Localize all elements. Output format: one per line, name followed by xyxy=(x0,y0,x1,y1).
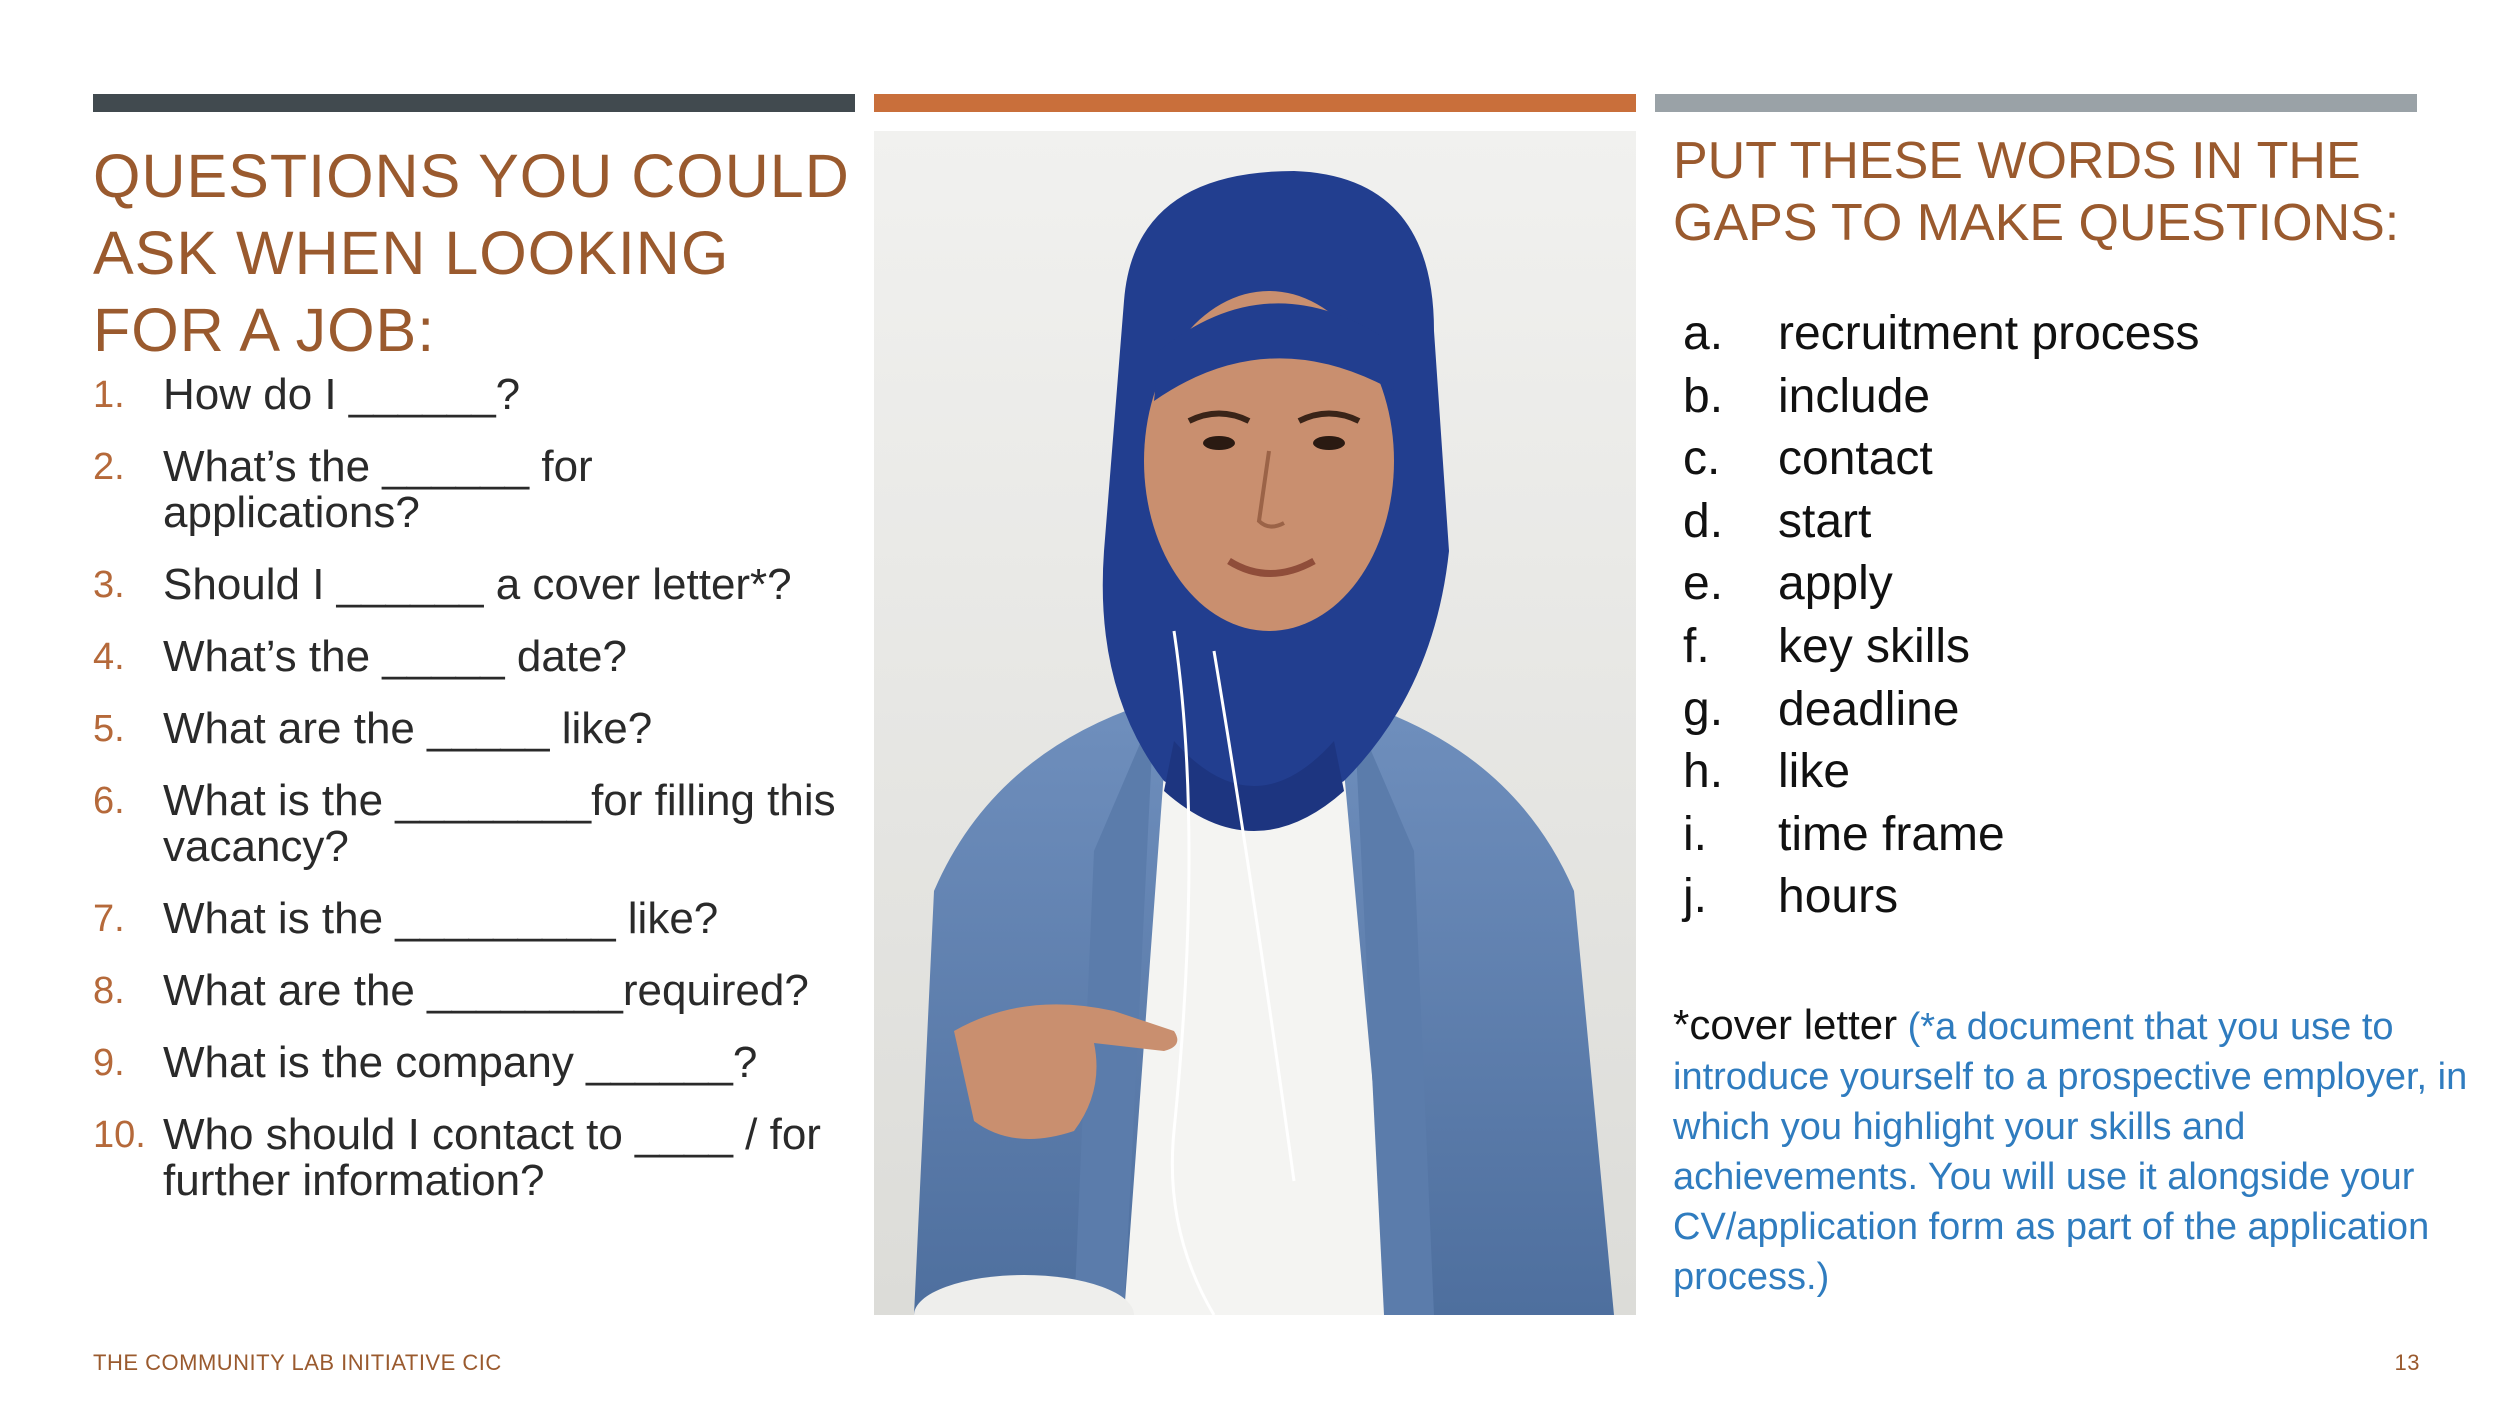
footer-organisation: THE COMMUNITY LAB INITIATIVE CIC xyxy=(93,1350,502,1375)
question-item xyxy=(93,444,853,536)
word-letter: j. xyxy=(1683,870,1707,924)
question-text: Should I ______ a cover letter*? xyxy=(163,560,792,609)
word-item xyxy=(1683,806,2199,869)
question-text: What are the ________required? xyxy=(163,966,809,1015)
word-text: recruitment process xyxy=(1778,307,2200,360)
question-number: 9. xyxy=(93,1042,125,1084)
question-text: What is the company ______? xyxy=(163,1038,758,1087)
word-item xyxy=(1683,430,2199,493)
question-number: 2. xyxy=(93,446,125,488)
question-number: 6. xyxy=(93,780,125,822)
questions-title: QUESTIONS YOU COULD ASK WHEN LOOKING FOR A JOB: xyxy=(93,142,850,364)
words-title: PUT THESE WORDS IN THE GAPS TO MAKE QUESTIONS: xyxy=(1673,132,2400,252)
question-number: 1. xyxy=(93,374,125,416)
note-lead: *cover letter xyxy=(1673,1001,1898,1048)
word-item xyxy=(1683,743,2199,806)
question-number: 8. xyxy=(93,970,125,1012)
question-item xyxy=(93,372,853,418)
word-item xyxy=(1683,368,2199,431)
question-text: What are the _____ like? xyxy=(163,704,653,753)
word-item xyxy=(1683,493,2199,556)
question-item xyxy=(93,778,853,870)
question-number: 4. xyxy=(93,636,125,678)
question-item xyxy=(93,968,853,1014)
question-item xyxy=(93,706,853,752)
word-text: contact xyxy=(1778,432,1933,486)
question-number: 5. xyxy=(93,708,125,750)
word-letter: g. xyxy=(1683,682,1724,736)
question-item xyxy=(93,1112,853,1204)
top-bar-dark xyxy=(93,94,855,112)
questions-list xyxy=(93,372,853,1204)
photo-of-woman-in-blue-hijab-icon xyxy=(874,131,1636,1315)
question-text: What’s the _____ date? xyxy=(163,632,627,681)
word-letter: f. xyxy=(1683,619,1710,673)
note-text: (*a document that you use to introduce yourself to a prospective employer, in which you highlight your skills and achievements. You will use it alongside your CV/application form as part of the application process.) xyxy=(1673,1006,2468,1298)
question-item xyxy=(93,634,853,680)
word-letter: c. xyxy=(1683,432,1721,486)
word-item xyxy=(1683,618,2199,681)
word-letter: h. xyxy=(1683,745,1724,799)
question-number: 7. xyxy=(93,898,125,940)
question-text: Who should I contact to ____ / for further information? xyxy=(163,1110,821,1205)
word-bank-list xyxy=(1683,305,2199,931)
question-text: What is the _________ like? xyxy=(163,894,719,943)
word-text: deadline xyxy=(1778,682,1960,736)
word-item xyxy=(1683,681,2199,744)
word-text: include xyxy=(1778,369,1931,423)
word-text: start xyxy=(1778,494,1872,548)
word-letter: e. xyxy=(1683,557,1724,611)
word-letter: d. xyxy=(1683,494,1724,548)
word-letter: b. xyxy=(1683,369,1724,423)
word-letter: i. xyxy=(1683,807,1707,861)
word-item xyxy=(1683,555,2199,618)
top-bar-grey xyxy=(1655,94,2417,112)
word-text: time frame xyxy=(1778,807,2005,861)
question-text: What is the ________for filling this vacancy? xyxy=(163,776,836,871)
question-item xyxy=(93,562,853,608)
word-text: key skills xyxy=(1778,619,1971,673)
question-item xyxy=(93,896,853,942)
question-text: What’s the ______ for applications? xyxy=(163,442,593,537)
photo-woman-in-hijab xyxy=(874,131,1636,1315)
cover-letter-note xyxy=(1673,1000,2473,1302)
page-number: 13 xyxy=(2394,1350,2420,1375)
word-letter: a. xyxy=(1683,307,1724,360)
word-text: apply xyxy=(1778,557,1893,611)
question-text: How do I ______? xyxy=(163,370,521,419)
top-bar-orange xyxy=(874,94,1636,112)
question-number: 3. xyxy=(93,564,125,606)
word-text: hours xyxy=(1778,870,1899,924)
question-number: 10. xyxy=(93,1114,146,1156)
word-item xyxy=(1683,305,2199,368)
word-item xyxy=(1683,868,2199,931)
word-text: like xyxy=(1778,745,1851,799)
question-item xyxy=(93,1040,853,1086)
